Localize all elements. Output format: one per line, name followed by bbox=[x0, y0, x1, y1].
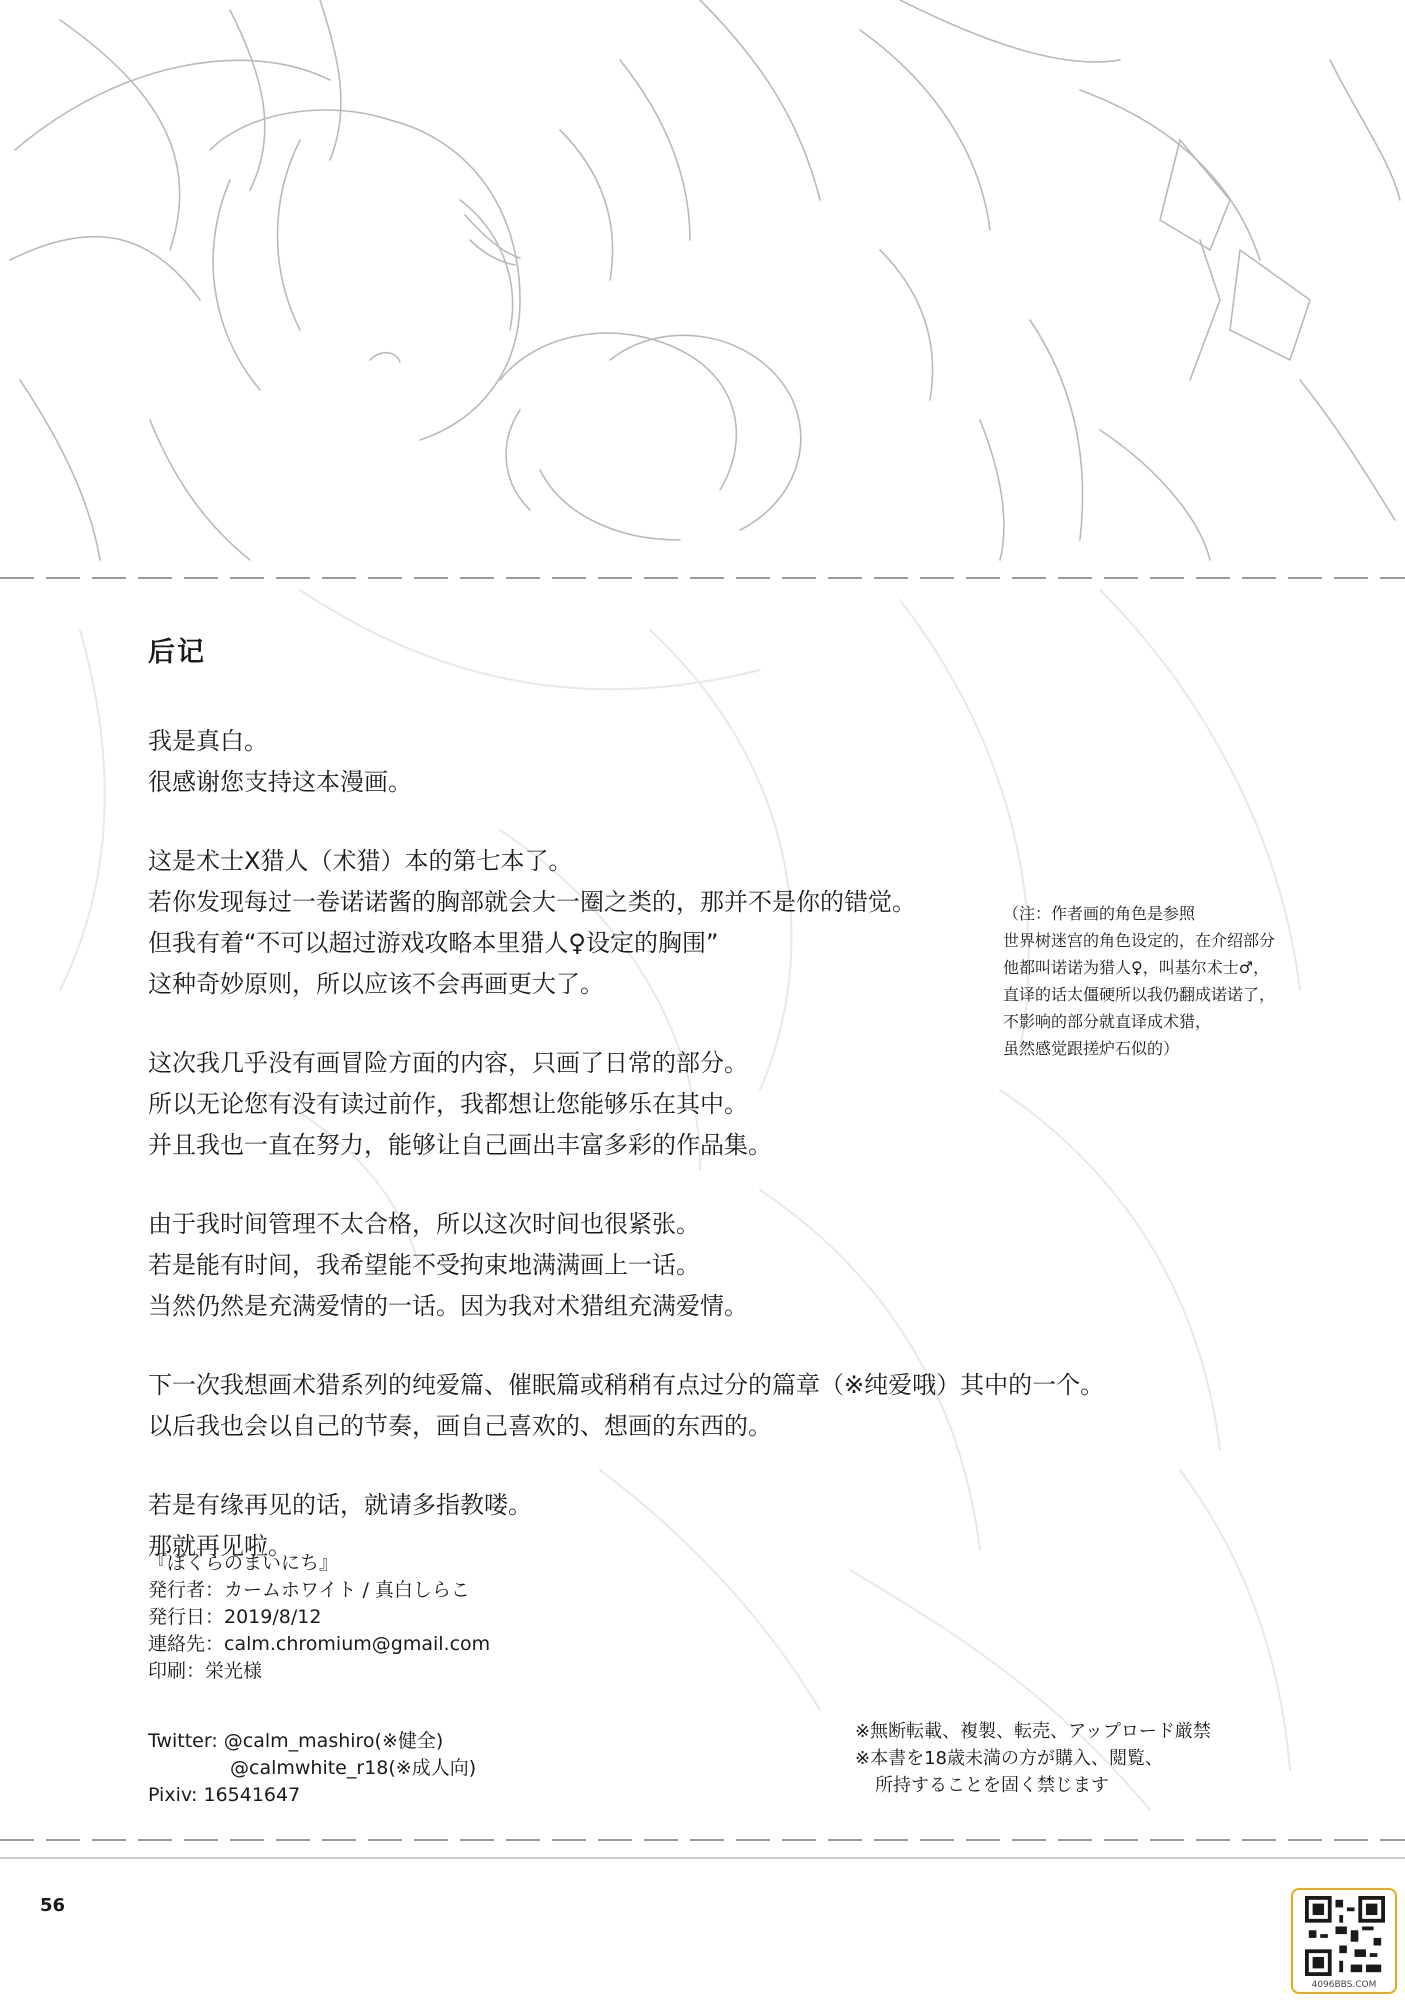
afterword-line: 这种奇妙原则，所以应该不会再画更大了。 bbox=[148, 970, 604, 998]
afterword-paragraph bbox=[148, 1365, 1348, 1447]
note-line: 他都叫诺诺为猎人♀，叫基尔术士♂， bbox=[1003, 958, 1270, 977]
afterword-line: 那就再见啦。 bbox=[148, 1532, 292, 1560]
note-line: 不影响的部分就直译成术猎， bbox=[1003, 1012, 1212, 1031]
dashed-divider-top bbox=[0, 574, 1405, 586]
afterword-line: 很感谢您支持这本漫画。 bbox=[148, 768, 412, 796]
note-line: 虽然感觉跟搓炉石似的） bbox=[1003, 1039, 1180, 1058]
publish-date: 発行日：2019/8/12 bbox=[148, 1606, 322, 1628]
twitter-r18: @calmwhite_r18(※成人向) bbox=[230, 1757, 477, 1779]
social-links bbox=[148, 1728, 476, 1809]
afterword-line: 若你发现每过一卷诺诺酱的胸部就会大一圈之类的，那并不是你的错觉。 bbox=[148, 888, 916, 916]
book-title: 『ぼくらのまいにち』 bbox=[148, 1552, 339, 1574]
afterword-line: 若是有缘再见的话，就请多指教喽。 bbox=[148, 1491, 532, 1519]
watermark-site: 4096BBS.COM bbox=[1311, 1980, 1377, 1990]
note-line: （注：作者画的角色是参照 bbox=[1003, 904, 1196, 923]
afterword-title: 后记 bbox=[148, 637, 206, 668]
notice-line: ※無断転載、複製、転売、アップロード厳禁 bbox=[855, 1721, 1211, 1742]
afterword-section bbox=[148, 630, 1348, 1605]
publisher: 発行者：カームホワイト / 真白しらこ bbox=[148, 1579, 470, 1601]
afterword-line: 由于我时间管理不太合格，所以这次时间也很紧张。 bbox=[148, 1210, 700, 1238]
contact-email: 連絡先：calm.chromium@gmail.com bbox=[148, 1633, 491, 1655]
notice-line: 所持することを固く禁じます bbox=[875, 1775, 1109, 1796]
note-line: 世界树迷宫的角色设定的，在介绍部分 bbox=[1003, 931, 1276, 950]
qr-code-icon bbox=[1305, 1896, 1385, 1976]
sketch-illustration bbox=[0, 0, 1405, 570]
translator-note bbox=[1003, 900, 1403, 1062]
watermark-badge bbox=[1291, 1888, 1397, 1994]
note-line: 直译的话太僵硬所以我仍翻成诺诺了， bbox=[1003, 985, 1276, 1004]
afterword-line: 下一次我想画术猎系列的纯爱篇、催眠篇或稍稍有点过分的篇章（※纯爱哦）其中的一个。 bbox=[148, 1371, 1105, 1399]
afterword-paragraph bbox=[148, 721, 1348, 803]
afterword-line: 当然仍然是充满爱情的一话。因为我对术猎组充满爱情。 bbox=[148, 1292, 748, 1320]
afterword-line: 若是能有时间，我希望能不受拘束地满满画上一话。 bbox=[148, 1251, 700, 1279]
afterword-line: 我是真白。 bbox=[148, 727, 268, 755]
legal-notice bbox=[855, 1718, 1211, 1799]
afterword-line: 这是术士X猎人（术猎）本的第七本了。 bbox=[148, 847, 573, 875]
bottom-rule bbox=[0, 1854, 1405, 1866]
pixiv-id: Pixiv: 16541647 bbox=[148, 1784, 301, 1806]
notice-line: ※本書を18歳未満の方が購入、閲覧、 bbox=[855, 1748, 1163, 1769]
colophon bbox=[148, 1550, 490, 1685]
afterword-line: 所以无论您有没有读过前作，我都想让您能够乐在其中。 bbox=[148, 1090, 748, 1118]
afterword-paragraph bbox=[148, 1204, 1348, 1327]
afterword-line: 并且我也一直在努力，能够让自己画出丰富多彩的作品集。 bbox=[148, 1131, 772, 1159]
dashed-divider-bottom bbox=[0, 1836, 1405, 1848]
twitter-main: Twitter: @calm_mashiro(※健全) bbox=[148, 1730, 444, 1752]
afterword-line: 这次我几乎没有画冒险方面的内容，只画了日常的部分。 bbox=[148, 1049, 748, 1077]
printer: 印刷：栄光様 bbox=[148, 1660, 263, 1682]
afterword-line: 以后我也会以自己的节奏，画自己喜欢的、想画的东西的。 bbox=[148, 1412, 772, 1440]
afterword-line: 但我有着“不可以超过游戏攻略本里猎人♀设定的胸围” bbox=[148, 929, 719, 957]
page-number: 56 bbox=[40, 1895, 66, 1916]
